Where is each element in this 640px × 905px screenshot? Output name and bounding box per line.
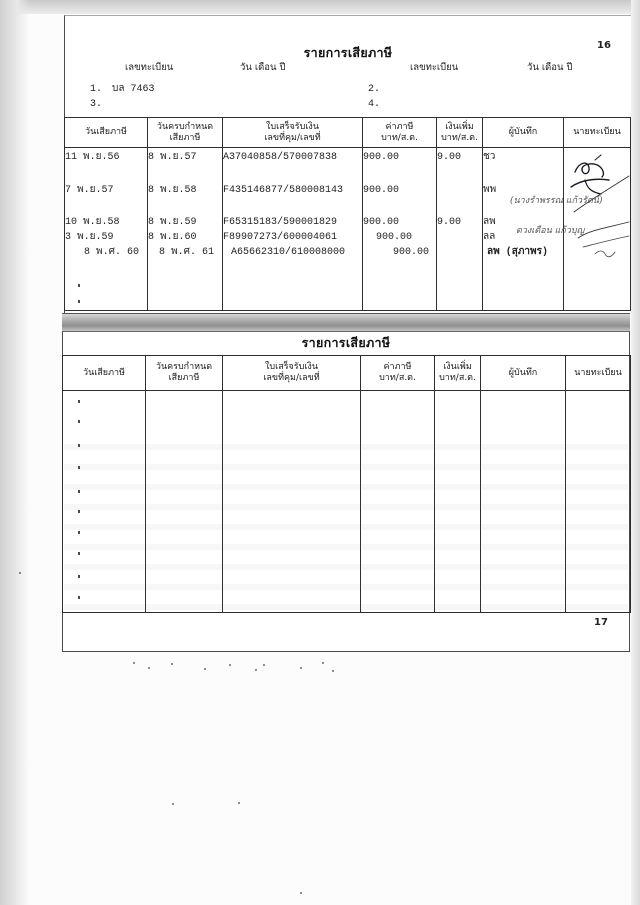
empty-cell bbox=[148, 259, 223, 311]
recorder-cell: ลพ (สุภาพร) bbox=[483, 244, 564, 259]
receipt-cell: F65315183/590001829 bbox=[223, 214, 363, 229]
scan-speckle bbox=[204, 668, 206, 670]
registrar-name-note: (นางรำพรรณ แก้วรัตน์) bbox=[510, 196, 603, 206]
tax-record-table bbox=[64, 117, 631, 311]
scan-speckle bbox=[300, 667, 302, 669]
empty-cell bbox=[437, 259, 483, 311]
reg-date-header: วัน เดือน ปี bbox=[240, 62, 286, 73]
surcharge-cell bbox=[437, 181, 483, 214]
plate-number: บล 7463 bbox=[112, 84, 155, 95]
table-row bbox=[65, 148, 631, 181]
scan-speckle bbox=[255, 669, 257, 671]
plate-index: 3. bbox=[90, 99, 103, 110]
row-marker-tick bbox=[78, 490, 80, 493]
empty-cell bbox=[564, 259, 631, 311]
scanner-edge-right bbox=[631, 0, 640, 905]
plate-index: 1. bbox=[90, 84, 103, 95]
page-number: 16 bbox=[597, 40, 611, 51]
row-marker-tick bbox=[78, 552, 80, 555]
receipt-cell: F89907273/600004061 bbox=[223, 229, 363, 244]
due-date-cell: 8 พ.ศ. 61 bbox=[148, 244, 223, 259]
reg-no-header: เลขทะเบียน bbox=[125, 62, 174, 73]
col-header-receipt: ใบเสร็จรับเงิน เลขที่คุม/เลขที่ bbox=[223, 118, 363, 148]
col-header-tax-date: วันเสียภาษี bbox=[63, 356, 146, 391]
col-header-due-date: วันครบกำหนด เสียภาษี bbox=[148, 118, 223, 148]
empty-table-row bbox=[65, 259, 631, 311]
scan-speckle bbox=[133, 662, 135, 664]
surcharge-cell: 9.00 bbox=[437, 214, 483, 229]
tax-date-cell: 10 พ.ย.58 bbox=[65, 214, 148, 229]
page-17-sheet bbox=[62, 331, 630, 652]
empty-cell bbox=[223, 259, 363, 311]
scan-speckle bbox=[332, 670, 334, 672]
surcharge-cell: 9.00 bbox=[437, 148, 483, 181]
page-overlap-shadow bbox=[62, 313, 630, 331]
row-marker-tick bbox=[78, 510, 80, 513]
row-marker-tick bbox=[78, 444, 80, 447]
receipt-cell: A65662310/610008000 bbox=[223, 244, 363, 259]
table-header-row bbox=[65, 118, 631, 148]
row-marker-tick bbox=[78, 400, 80, 403]
row-marker-tick bbox=[78, 531, 80, 534]
due-date-cell: 8 พ.ย.58 bbox=[148, 181, 223, 214]
page-title: รายการเสียภาษี bbox=[303, 45, 393, 60]
registrar-name-note: ดวงเดือน แก้วบุญ bbox=[516, 226, 585, 236]
scan-speckle bbox=[238, 802, 240, 804]
scanner-edge-top bbox=[0, 0, 640, 14]
table-row bbox=[65, 244, 631, 259]
tax-date-cell: 8 พ.ศ. 60 bbox=[65, 244, 148, 259]
page-number: 17 bbox=[594, 617, 608, 628]
tax-amount-cell: 900.00 bbox=[363, 229, 437, 244]
row-marker-tick bbox=[78, 284, 80, 287]
receipt-cell: A37040858/570007838 bbox=[223, 148, 363, 181]
recorder-cell: ชว bbox=[483, 148, 564, 181]
bleed-through-texture bbox=[64, 430, 628, 610]
due-date-cell: 8 พ.ย.57 bbox=[148, 148, 223, 181]
row-marker-tick bbox=[78, 596, 80, 599]
col-header-registrar: นายทะเบียน bbox=[566, 356, 631, 391]
registrar-signature-icon bbox=[555, 150, 630, 265]
col-header-recorder: ผู้บันทึก bbox=[483, 118, 564, 148]
col-header-surcharge: เงินเพิ่ม บาท/ส.ต. bbox=[437, 118, 483, 148]
scan-speckle bbox=[229, 664, 231, 666]
tax-date-cell: 11 พ.ย.56 bbox=[65, 148, 148, 181]
tax-amount-cell: 900.00 bbox=[363, 244, 437, 259]
col-header-surcharge: เงินเพิ่ม บาท/ส.ต. bbox=[435, 356, 481, 391]
scan-speckle bbox=[263, 664, 265, 666]
scan-speckle bbox=[300, 892, 302, 894]
plate-index: 4. bbox=[368, 99, 381, 110]
col-header-registrar: นายทะเบียน bbox=[564, 118, 631, 148]
table-header-row bbox=[63, 356, 631, 391]
tax-amount-cell: 900.00 bbox=[363, 214, 437, 229]
plate-index: 2. bbox=[368, 84, 381, 95]
scan-speckle bbox=[172, 803, 174, 805]
reg-date-header: วัน เดือน ปี bbox=[527, 62, 573, 73]
scan-speckle bbox=[148, 667, 150, 669]
empty-cell bbox=[65, 259, 148, 311]
due-date-cell: 8 พ.ย.59 bbox=[148, 214, 223, 229]
col-header-tax: ค่าภาษี บาท/ส.ต. bbox=[361, 356, 435, 391]
col-header-tax: ค่าภาษี บาท/ส.ต. bbox=[363, 118, 437, 148]
tax-date-cell: 3 พ.ย.59 bbox=[65, 229, 148, 244]
recorder-cell: พพ bbox=[483, 181, 564, 214]
row-marker-tick bbox=[78, 466, 80, 469]
col-header-recorder: ผู้บันทึก bbox=[481, 356, 566, 391]
col-header-tax-date: วันเสียภาษี bbox=[65, 118, 148, 148]
tax-date-cell: 7 พ.ย.57 bbox=[65, 181, 148, 214]
tax-amount-cell: 900.00 bbox=[363, 181, 437, 214]
surcharge-cell bbox=[437, 229, 483, 244]
tax-amount-cell: 900.00 bbox=[363, 148, 437, 181]
receipt-cell: F435146877/580008143 bbox=[223, 181, 363, 214]
col-header-due-date: วันครบกำหนด เสียภาษี bbox=[146, 356, 223, 391]
scan-speckle bbox=[171, 663, 173, 665]
surcharge-cell bbox=[437, 244, 483, 259]
empty-cell bbox=[483, 259, 564, 311]
page-title: รายการเสียภาษี bbox=[301, 335, 391, 350]
recorder-cell: ลพ bbox=[483, 214, 564, 229]
scanner-edge-left bbox=[0, 0, 30, 905]
scan-speckle bbox=[322, 662, 324, 664]
scan-speckle bbox=[19, 572, 21, 574]
row-marker-tick bbox=[78, 575, 80, 578]
recorder-cell: ลล bbox=[483, 229, 564, 244]
row-marker-tick bbox=[78, 420, 80, 423]
row-marker-tick bbox=[78, 300, 80, 303]
reg-no-header: เลขทะเบียน bbox=[410, 62, 459, 73]
empty-cell bbox=[363, 259, 437, 311]
col-header-receipt: ใบเสร็จรับเงิน เลขที่คุม/เลขที่ bbox=[223, 356, 361, 391]
due-date-cell: 8 พ.ย.60 bbox=[148, 229, 223, 244]
page-16-sheet bbox=[64, 15, 631, 313]
